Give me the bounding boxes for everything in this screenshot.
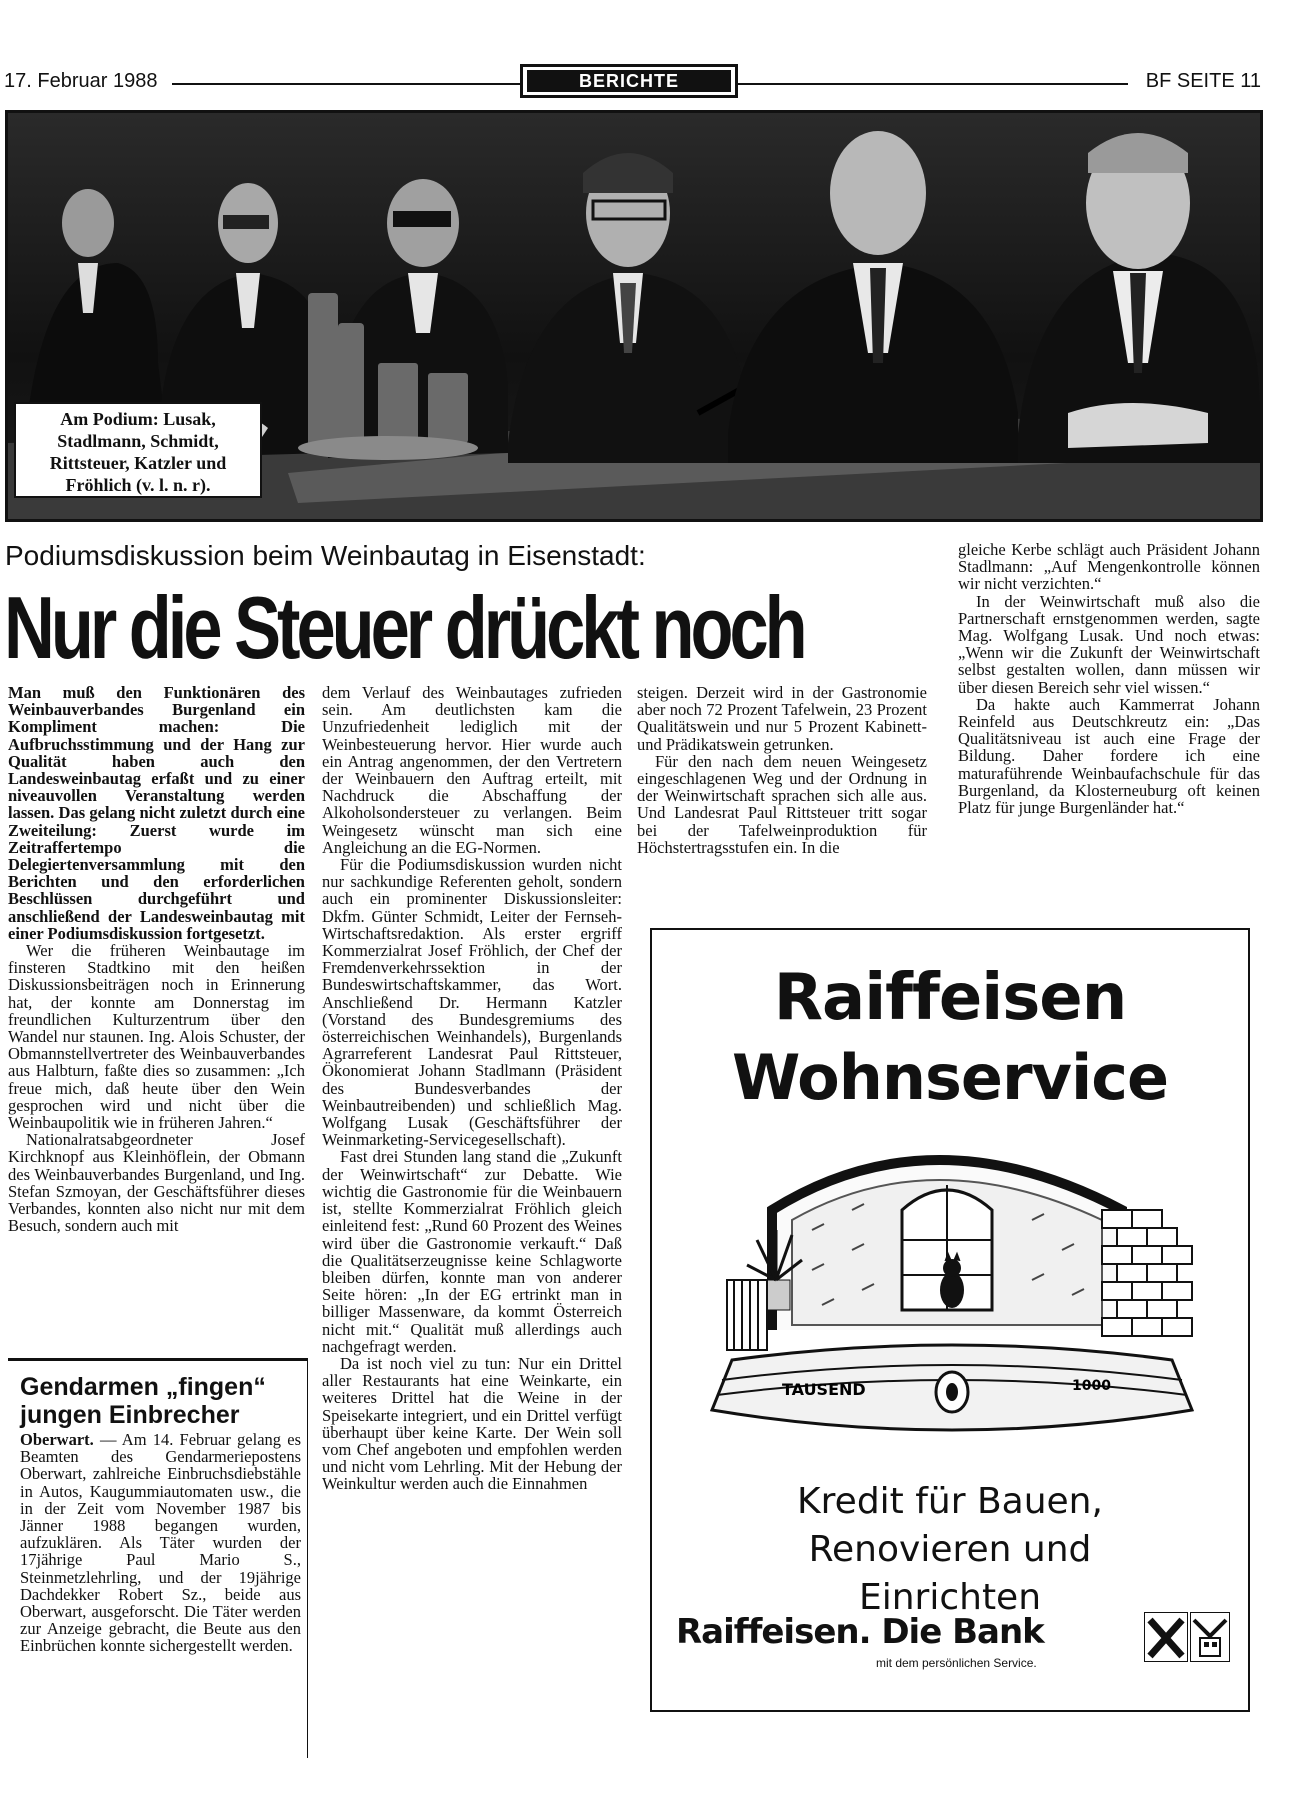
article-paragraph: Wer die früheren Weinbautage im finsteren Stadtkino mit den heißen Diskussionsbeiträgen noch in Erinnerung hat, der konnte am Donnerstag im freundlichen Kulturzentrum über den Wandel nur staunen. Ing. Alois Schuster, der Obmannstellvertreter des Weinbauverbandes aus Halbturn, faßte dies so zusammen: „Ich freue mich, daß heute über den Wein gesprochen wird und nicht über die Weinbaupolitik wie in früheren Jahren.“: [8, 941, 305, 1133]
ad-slogan-line-2: Renovieren und: [808, 1529, 1092, 1570]
section-label: BERICHTE: [527, 70, 731, 92]
article-lead-paragraph: Man muß den Funktionären des Weinbauverbandes Burgenland ein Kompliment machen: Die Aufbruchsstimmung und der Hang zur Qualität haben auch den Landesweinbautag erfaßt und zu einer niveauvollen Veranstaltung werden lassen. Das gelang nicht zuletzt durch eine Zweiteilung: Zuerst wurde im Zeitraffertempo die Delegiertenversammlung mit den Berichten und den erforderlichen Beschlüssen durchgeführt und anschließend der Landesweinbautag mit einer Podiumsdiskussion fortgesetzt.: [8, 683, 305, 943]
ad-footer: [676, 1612, 1230, 1682]
article-column-3: [637, 684, 927, 856]
article-paragraph: steigen. Derzeit wird in der Gastronomie aber noch 72 Prozent Tafelwein, 23 Prozent Qualitätswein und nur 5 Prozent Kabinett- und Prädikatswein getrunken.: [637, 683, 927, 754]
page-number: BF SEITE 11: [1145, 70, 1261, 92]
ad-illustration: [702, 1130, 1202, 1360]
article-paragraph: Da hakte auch Kammerrat Johann Reinfeld aus Deutschkreutz ein: „Das Qualitätsniveau ist auch eine Frage der Bildung. Daher fordere ich eine maturaführende Weinbaufachschule für das Burgenland, da Klosterneuburg oft keinen Platz für junge Burgenländer hat.“: [958, 694, 1260, 818]
article-paragraph: Für die Podiumsdiskussion wurden nicht nur sachkundige Referenten geholt, sondern auch ein prominenter Diskussionsleiter: Dkfm. Günter Schmidt, Leiter der Fernseh-Wirtschaftsredaktion. Als erster ergriff Kommerzialrat Josef Fröhlich, der Chef der Fremdenverkehrssektion in der Bundeswirtschaftskammer, das Wort. Anschließend Dr. Hermann Katzler (Vorstand des Bundesgremiums des österreichischen Weinhandels), Burgenlands Agrarreferent Landesrat Paul Rittsteuer, Ökonomierat Johann Stadlmann (Präsident des Bundesverbandes der Weinbautreibenden) und schließlich Mag. Wolfgang Lusak (Geschäftsführer der Weinmarketing-Servicegesellschaft).: [322, 855, 622, 1150]
article-paragraph: Fast drei Stunden lang stand die „Zukunft der Weinwirtschaft“ zur Debatte. Wie wichtig die Gastronomie für die Weinbauern ist, stellte Kommerzialrat Fröhlich gleich einleitend fest: „Rund 60 Prozent des Weines wird über die Gastronomie verkauft.“ Daß die Qualitätserzeugnisse keine Schlagworte bleiben dürfen, konnte man von anderer Seite hören: „In der EG ertrinkt man in billiger Massenware, da kommt Österreich nicht mit.“ Qualität muß allerdings auch nachgefragt werden.: [322, 1147, 622, 1356]
raiffeisen-gable-cross-icon: [1144, 1612, 1188, 1662]
section-label-box: [520, 64, 738, 98]
article-column-1: [8, 684, 305, 1235]
article-headline: Nur die Steuer drückt noch: [4, 578, 804, 677]
article-paragraph: Für den nach dem neuen Weingesetz eingeschlagenen Weg und der Ordnung in der Weinwirtschaft sprachen sich alle aus. Und Landesrat Paul Rittsteuer tritt sogar bei der Tafelweinproduktion für Höchstertragsstufen ein. In die: [637, 751, 927, 857]
news-box-headline: Gendarmen „fingen“ jungen Einbrecher: [20, 1373, 266, 1429]
article-kicker: Podiumsdiskussion beim Weinbautag in Eisenstadt:: [5, 540, 646, 571]
header-rule-right: [738, 83, 1128, 85]
raiffeisen-ad: [650, 928, 1250, 1712]
news-box-body: [20, 1431, 301, 1655]
article-paragraph: dem Verlauf des Weinbautages zufrieden sein. Am deutlichsten kam die Unzufriedenheit lediglich mit der Weinbesteuerung hervor. Hier wurde auch ein Antrag angenommen, der den Vertretern der Weinbauern den Auftrag erteilt, mit Nachdruck die Abschaffung der Alkoholsondersteuer zu verlangen. Beim Weingesetz wünscht man sich eine Angleichung an die EG-Normen.: [322, 683, 622, 857]
ad-brand-line-1: Raiffeisen: [773, 961, 1127, 1035]
ad-footer-tagline: mit dem persönlichen Service.: [876, 1656, 1037, 1670]
article-paragraph: gleiche Kerbe schlägt auch Präsident Johann Stadlmann: „Auf Mengenkontrolle können wir nicht verzichten.“: [958, 540, 1260, 594]
news-box-gendarmen: [8, 1358, 308, 1758]
ad-footer-brand: Raiffeisen. Die Bank: [676, 1612, 1044, 1652]
article-column-2: [322, 684, 622, 1493]
ad-slogan-line-1: Kredit für Bauen,: [797, 1481, 1103, 1522]
article-paragraph: Da ist noch viel zu tun: Nur ein Drittel aller Restaurants hat eine Weinkarte, ein weiteres Drittel hat die Weine in der Speisekarte integriert, und ein Drittel verfügt überhaupt über keine Karte. Der Wein soll vom Chef angeboten und empfohlen werden und nicht vom Lehrling. Mit der Hebung der Weinkultur werden auch die Einnahmen: [322, 1353, 622, 1494]
ad-banknote-left-text: TAUSEND: [782, 1380, 866, 1399]
header-rule-left: [172, 83, 520, 85]
raiffeisen-house-icon: [1190, 1612, 1230, 1662]
article-paragraph: Nationalratsabgeordneter Josef Kirchknopf aus Kleinhöflein, der Obmann des Weinbauverbandes Burgenland, und Ing. Stefan Szmoyan, der Geschäftsführer dieses Verbandes, konnten also nicht nur mit dem Besuch, sondern auch mit: [8, 1130, 305, 1236]
photo-caption: Am Podium: Lusak, Stadlmann, Schmidt, Rittsteuer, Katzler und Fröhlich (v. l. n. r).: [14, 402, 262, 498]
ad-brand-line-2: Wohnservice: [731, 1041, 1169, 1114]
ad-slogan-line-3: Einrichten: [858, 1577, 1042, 1618]
ad-banknote-right-text: 1000: [1072, 1378, 1111, 1394]
issue-date: 17. Februar 1988: [4, 70, 158, 92]
news-box-text: — Am 14. Februar gelang es Beamten des Gendarmeriepostens Oberwart, zahlreiche Einbruchsdiebstähle in Autos, Kaugummiautomaten usw., die in der Zeit vom November 1987 bis Jänner 1988 begangen wurden, aufzuklären. Als Täter wurden der 17jährige Paul Mario S., Steinmetzlehrling, und der 19jährige Dachdekker Robert Sz., beide aus Oberwart, ausgeforscht. Die Täter werden zur Anzeige gebracht, die Beute aus den Einbrüchen konnte sichergestellt werden.: [20, 1430, 301, 1656]
article-paragraph: In der Weinwirtschaft muß also die Partnerschaft ernstgenommen werden, sagte Mag. Wolfgang Lusak. Und noch etwas: „Wenn wir die Zukunft der Weinwirtschaft selbst gestalten wollen, dann müssen wir über diesen Bereich sehr viel wissen.“: [958, 591, 1260, 697]
news-box-dateline: Oberwart.: [20, 1430, 94, 1449]
ad-banknote-stack: [692, 1340, 1212, 1450]
article-column-4: [958, 541, 1260, 816]
